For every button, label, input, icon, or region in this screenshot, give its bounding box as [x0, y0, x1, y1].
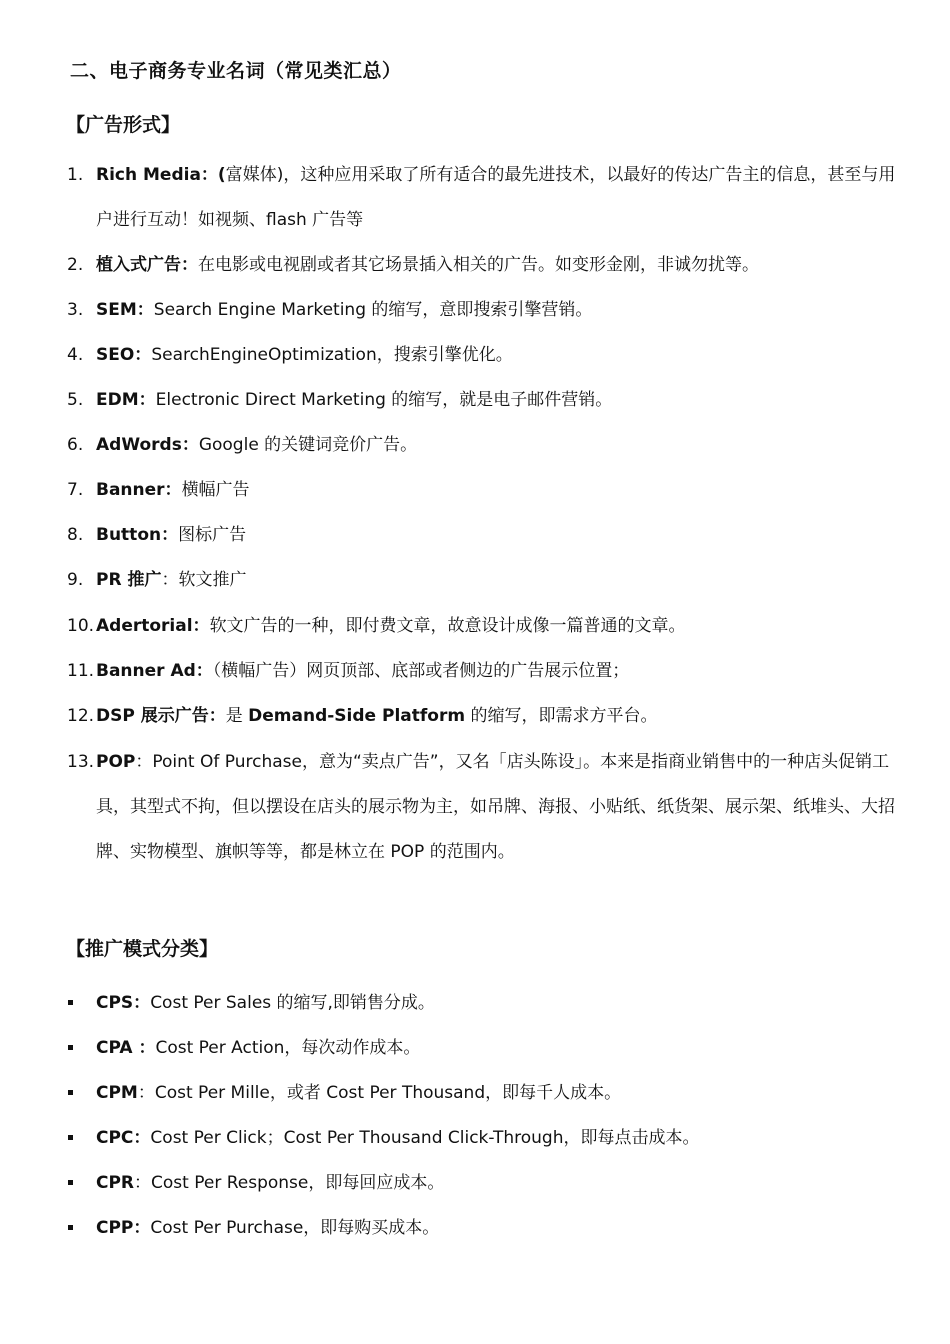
list-item	[67, 558, 897, 603]
item-number: 8.	[67, 525, 84, 545]
section-heading-ad-forms: 【广告形式】	[66, 114, 181, 136]
list-item	[67, 153, 897, 243]
list-item	[67, 1116, 897, 1161]
item-text: Cost Per Sales 的缩写,即销售分成。	[150, 993, 435, 1013]
item-number: 3.	[67, 300, 84, 320]
list-item	[67, 288, 897, 333]
item-number: 4.	[67, 345, 84, 365]
item-text: 图标广告	[178, 525, 247, 545]
item-term: Rich Media：(	[96, 165, 226, 185]
item-number: 9.	[67, 570, 84, 590]
list-item	[67, 981, 897, 1026]
item-text: （横幅广告）网页顶部、底部或者侧边的广告展示位置；	[212, 661, 630, 681]
page-title: 二、电子商务专业名词（常见类汇总）	[70, 60, 402, 82]
item-number: 12.	[67, 706, 95, 726]
item-term: CPR	[96, 1173, 135, 1193]
item-term: SEM：	[96, 300, 154, 320]
item-text: Google 的关键词竞价广告。	[198, 435, 418, 455]
item-term-secondary: Demand-Side Platform	[248, 706, 466, 726]
item-term: SEO：	[96, 345, 152, 365]
item-term: CPS：	[96, 993, 151, 1013]
list-item	[67, 378, 897, 423]
item-number: 1.	[67, 165, 84, 185]
list-item	[67, 1161, 897, 1206]
list-item	[67, 740, 897, 875]
item-text: Cost Per Purchase，即每购买成本。	[150, 1218, 440, 1238]
item-text: 富媒体)，这种应用采取了所有适合的最先进技术，以最好的传达广告主的信息，甚至与用户进行互动！如视频、flash 广告等	[96, 165, 896, 230]
item-number: 11.	[67, 661, 95, 681]
item-term: Banner：	[96, 480, 182, 500]
bullet-icon	[68, 1090, 73, 1095]
item-term: CPP：	[96, 1218, 151, 1238]
item-term: DSP 展示广告：	[96, 706, 226, 726]
list-item	[67, 1026, 897, 1071]
item-text: ：Point Of Purchase，意为“卖点广告”，又名「店头陈设」。本来是指商业销售中的一种店头促销工具，其型式不拘，但以摆设在店头的展示物为主，如吊牌、海报、小贴纸、纸货架、展示架、纸堆头、大招牌、实物模型、旗帜等等，都是林立在 POP 的范围内。	[96, 752, 895, 862]
item-number: 5.	[67, 390, 84, 410]
item-number: 2.	[67, 255, 84, 275]
item-term: Button：	[96, 525, 179, 545]
item-text: Electronic Direct Marketing 的缩写，就是电子邮件营销。	[155, 390, 613, 410]
item-text: Search Engine Marketing 的缩写，意即搜索引擎营销。	[153, 300, 593, 320]
list-item	[67, 513, 897, 558]
item-term: Banner Ad：	[96, 661, 213, 681]
list-item	[67, 1206, 897, 1251]
list-item	[67, 243, 897, 288]
item-text: ：软文推广	[161, 570, 247, 590]
list-item	[67, 468, 897, 513]
bullet-icon	[68, 1135, 73, 1140]
item-text: 横幅广告	[181, 480, 250, 500]
item-term: PR 推广	[96, 570, 162, 590]
item-term: 植入式广告：	[96, 255, 198, 275]
list-item	[67, 333, 897, 378]
list-item	[67, 694, 897, 739]
item-text: 在电影或电视剧或者其它场景插入相关的广告。如变形金刚，非诚勿扰等。	[198, 255, 759, 275]
bullet-icon	[68, 1180, 73, 1185]
item-text: Cost Per Click；Cost Per Thousand Click-Through，即每点击成本。	[150, 1128, 700, 1148]
item-text: ：Cost Per Response，即每回应成本。	[134, 1173, 445, 1193]
item-term: CPM	[96, 1083, 138, 1103]
item-text: ：Cost Per Mille，或者 Cost Per Thousand，即每千人成本。	[137, 1083, 622, 1103]
item-text: SearchEngineOptimization，搜索引擎优化。	[151, 345, 513, 365]
item-number: 6.	[67, 435, 84, 455]
item-text: 是	[225, 706, 249, 726]
item-term: EDM：	[96, 390, 156, 410]
bullet-icon	[68, 1000, 73, 1005]
item-term: Adertorial：	[96, 616, 210, 636]
list-item	[67, 604, 897, 649]
list-item	[67, 1071, 897, 1116]
item-term: AdWords：	[96, 435, 199, 455]
item-number: 10.	[67, 616, 95, 636]
item-text-secondary: 的缩写，即需求方平台。	[465, 706, 658, 726]
item-term: CPC：	[96, 1128, 151, 1148]
list-item	[67, 423, 897, 468]
item-number: 7.	[67, 480, 84, 500]
bullet-icon	[68, 1225, 73, 1230]
list-item	[67, 649, 897, 694]
item-number: 13.	[67, 752, 95, 772]
item-text: 软文广告的一种，即付费文章，故意设计成像一篇普通的文章。	[209, 616, 686, 636]
section-heading-promo-models: 【推广模式分类】	[66, 938, 219, 960]
bullet-icon	[68, 1045, 73, 1050]
item-term: POP	[96, 752, 136, 772]
item-term: CPA ：	[96, 1038, 156, 1058]
item-text: Cost Per Action，每次动作成本。	[155, 1038, 421, 1058]
